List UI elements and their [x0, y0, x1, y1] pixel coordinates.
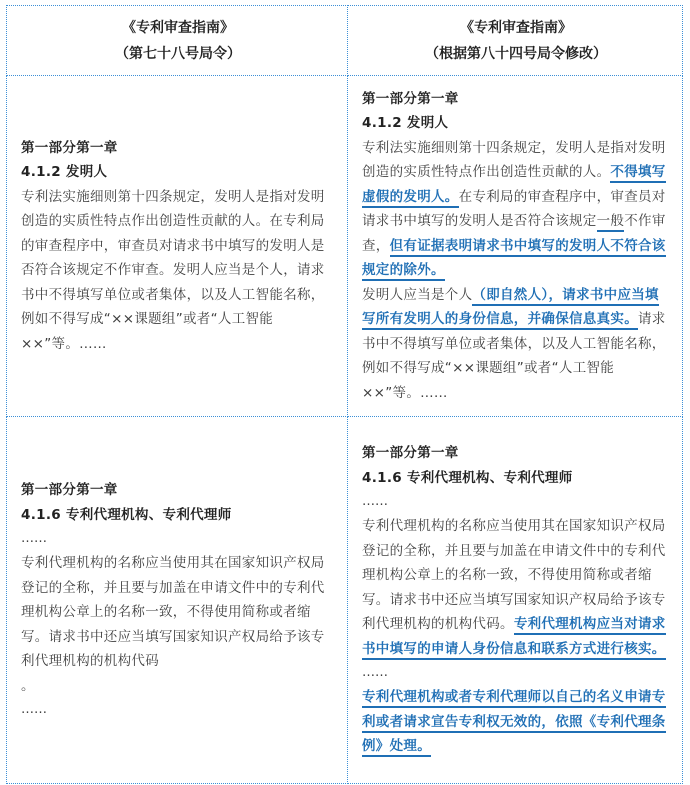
section-title: 4.1.2 发明人 [21, 164, 108, 181]
body-text: 专利代理机构的名称应当使用其在国家知识产权局登记的全称，并且要与加盖在申请文件中的专利代理机构公章上的名称一致，不得使用简称或者缩写。请求书中还应当填写国家知识产权局给予该专利代理机构的机构代码。 [362, 518, 666, 633]
body-text: 请求书中不得填写单位或者集体，以及人工智能名称，例如不得写成“××课题组”或者“人工智能××”等。…… [362, 311, 666, 401]
added-text: 不得填写虚假的发明人。 [362, 164, 666, 208]
body-text: 不作审查， [362, 213, 666, 254]
ellipsis: …… [362, 665, 388, 681]
chapter-label: 第一部分第一章 [21, 482, 118, 498]
cell-new-agency [348, 417, 683, 784]
cell-old-agency [7, 417, 348, 784]
section-body: 专利代理机构的名称应当使用其在国家知识产权局登记的全称，并且要与加盖在申请文件中的专利代理机构公章上的名称一致，不得使用简称或者缩写。请求书中还应当填写国家知识产权局给予该专利代理机构的机构代码 [21, 555, 325, 669]
chapter-label: 第一部分第一章 [362, 445, 459, 462]
table-header-row [7, 6, 683, 76]
cell-old-inventor [7, 76, 348, 417]
section-title: 4.1.6 专利代理机构、专利代理师 [362, 469, 573, 486]
added-text: 专利代理机构或者专利代理师以自己的名义申请专利或者请求宣告专利权无效的，依照《专利代理条例》处理。 [362, 689, 666, 757]
added-text: （即自然人），请求书中应当填写所有发明人的身份信息，并确保信息真实。 [362, 287, 659, 331]
ellipsis: …… [21, 531, 47, 546]
body-text: 专利法实施细则第十四条规定，发明人是指对发明创造的实质性特点作出创造性贡献的人。 [362, 139, 666, 181]
chapter-label: 第一部分第一章 [362, 90, 459, 107]
section-body-para2 [362, 283, 670, 406]
section-body: 专利法实施细则第十四条规定，发明人是指对发明创造的实质性特点作出创造性贡献的人。在专利局的审查程序中，审查员对请求书中填写的发明人是否符合该规定不作审查。发明人应当是个人，请求书中不得填写单位或者集体，以及人工智能名称，例如不得写成“××课题组”或者“人工智能××”等。…… [21, 188, 325, 352]
section-title: 4.1.6 专利代理机构、专利代理师 [21, 506, 232, 523]
added-text: 一般 [597, 213, 625, 232]
header-new-title: 《专利审查指南》 [460, 19, 572, 36]
added-text: 专利代理机构应当对请求书中填写的申请人身份信息和联系方式进行核实。 [362, 616, 666, 660]
ellipsis: …… [362, 494, 388, 510]
body-text: 发明人应当是个人 [362, 286, 473, 303]
table-row-patent-agency [7, 417, 683, 784]
table-row-inventor [7, 76, 683, 417]
chapter-label: 第一部分第一章 [21, 139, 118, 156]
header-new-subtitle: （根据第八十四号局令修改） [425, 45, 607, 62]
section-title: 4.1.2 发明人 [362, 115, 449, 132]
cell-new-inventor [348, 76, 683, 417]
header-cell-new [348, 6, 683, 76]
period: 。 [21, 677, 35, 694]
comparison-table [6, 5, 683, 784]
section-body-para1 [362, 136, 670, 283]
body-text: 在专利局的审查程序中，审查员对请求书中填写的发明人是否符合该规定 [362, 188, 666, 230]
added-text: 但有证据表明请求书中填写的发明人不符合该规定的除外。 [362, 238, 666, 282]
header-old-subtitle: （第七十八号局令） [115, 45, 241, 62]
ellipsis: …… [21, 702, 47, 717]
header-cell-old [7, 6, 348, 76]
section-body [362, 514, 670, 661]
header-old-title: 《专利审查指南》 [122, 19, 234, 36]
added-paragraph [362, 685, 670, 759]
